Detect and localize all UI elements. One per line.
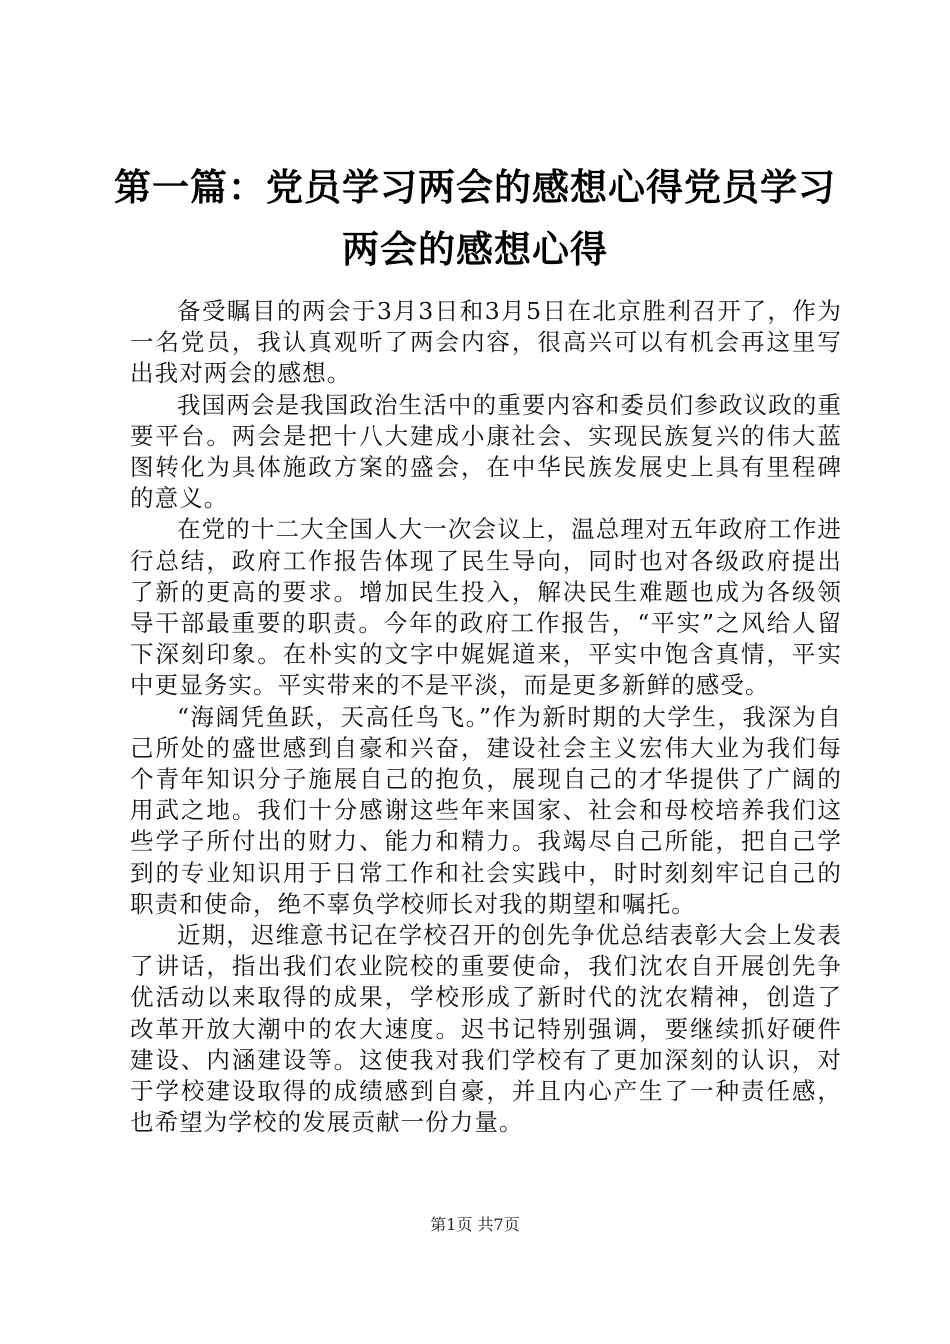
paragraph-2: 我国两会是我国政治生活中的重要内容和委员们参政议政的重要平台。两会是把十八大建成小康社会、实现民族复兴的伟大蓝图转化为具体施政方案的盛会，在中华民族发展史上具有里程碑的意义。 [130, 390, 842, 513]
paragraph-3: 在党的十二大全国人大一次会议上，温总理对五年政府工作进行总结，政府工作报告体现了民生导向，同时也对各级政府提出了新的更高的要求。增加民生投入，解决民生难题也成为各级领导干部最重要的职责。今年的政府工作报告，“平实”之风给人留下深刻印象。在朴实的文字中娓娓道来，平实中饱含真情，平实中更显务实。平实带来的不是平淡，而是更多新鲜的感受。 [130, 515, 842, 700]
document-body [130, 296, 842, 1138]
paragraph-1: 备受瞩目的两会于3月3日和3月5日在北京胜利召开了，作为一名党员，我认真观听了两会内容，很高兴可以有机会再这里写出我对两会的感想。 [130, 297, 842, 388]
paragraph-5: 近期，迟维意书记在学校召开的创先争优总结表彰大会上发表了讲话，指出我们农业院校的重要使命，我们沈农自开展创先争优活动以来取得的成果，学校形成了新时代的沈农精神，创造了改革开放大潮中的农大速度。迟书记特别强调，要继续抓好硬件建设、内涵建设等。这使我对我们学校有了更加深刻的认识，对于学校建设取得的成绩感到自豪，并且内心产生了一种责任感，也希望为学校的发展贡献一份力量。 [130, 921, 842, 1137]
document-title: 第一篇：党员学习两会的感想心得党员学习两会的感想心得 [114, 165, 836, 271]
page-number-footer: 第1页 共7页 [430, 1215, 520, 1234]
paragraph-4: “海阔凭鱼跃，天高任鸟飞。”作为新时期的大学生，我深为自己所处的盛世感到自豪和兴奋，建设社会主义宏伟大业为我们每个青年知识分子施展自己的抱负，展现自己的才华提供了广阔的用武之地。我们十分感谢这些年来国家、社会和母校培养我们这些学子所付出的财力、能力和精力。我竭尽自己所能，把自己学到的专业知识用于日常工作和社会实践中，时时刻刻牢记自己的职责和使命，绝不辜负学校师长对我的期望和嘱托。 [130, 702, 842, 918]
